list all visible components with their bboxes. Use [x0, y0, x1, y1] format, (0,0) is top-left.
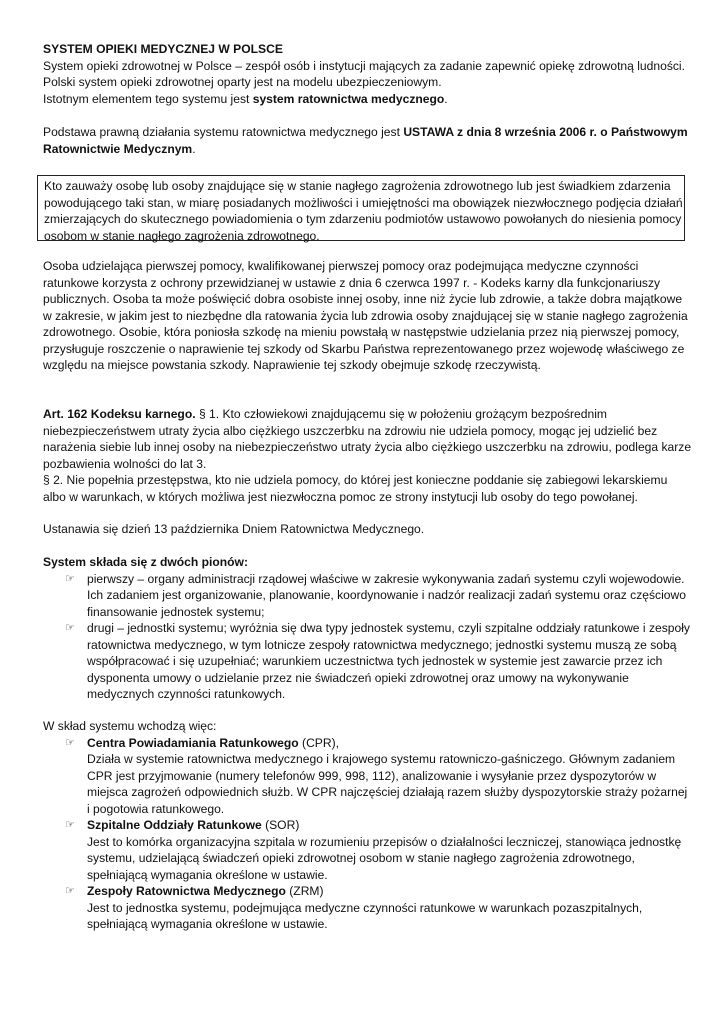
list-item: ☞ drugi – jednostki systemu; wyróżnia się dwa typy jednostek systemu, czyli szpitalne oddziały ratunkowe i zespoły ratownictwa medycznego, w tym lotnicze zespoły ratownictwa medycznego; jednostki systemu muszą ze sobą współpracować i się uzupełniać; warunkiem uczestnictwa tych jednostek w systemie jest zawarcie przez ich dysponenta umowy o udzielanie przez nie świadczeń opieki zdrowotnej oraz umowy na wykonywanie medycznych czynności ratunkowych.: [65, 621, 690, 701]
article-162: Art. 162 Kodeksu karnego. § 1. Kto człowiekowi znajdującemu się w położeniu grożącym bezpośrednim niebezpieczeństwem utraty życia albo ciężkiego uszczerbku na zdrowiu nie udziela pomocy, mogąc jej udzielić bez narażenia siebie lub innej osoby na niebezpieczeństwo utraty życia albo ciężkiego uszczerbku na zdrowiu, podlega karze pozbawienia wolności do lat 3. § 2. Nie popełnia przestępstwa, kto nie udziela pomocy, do której jest konieczne poddanie się zabiegowi lekarskiemu albo w warunkach, w których możliwa jest niezwłoczna pomoc ze strony instytucji lub osoby do tego powołanej.: [43, 407, 692, 504]
article-heading: Art. 162 Kodeksu karnego.: [43, 407, 196, 421]
components-section: [43, 718, 693, 933]
document-title: SYSTEM OPIEKI MEDYCZNEJ W POLSCE: [43, 42, 283, 56]
components-heading: W skład systemu wchodzą więc:: [43, 719, 217, 733]
list-item: ☞ Zespoły Ratownictwa Medycznego (ZRM) Jest to jednostka systemu, podejmująca medyczne czynności ratunkowe w warunkach pozaszpitalnych, spełniającą wymagania określone w ustawie.: [65, 884, 643, 931]
list-item: ☞ pierwszy – organy administracji rządowej właściwe w zakresie wykonywania zadań systemu czyli wojewodowie. Ich zadaniem jest organizowanie, planowanie, koordynowanie i nadzór realizacji zadań systemu oraz częściowo finansowanie jednostek systemu;: [65, 571, 686, 619]
first-aid-paragraph: Osoba udzielająca pierwszej pomocy, kwalifikowanej pierwszej pomocy oraz podejmująca medyczne czynności ratunkowe korzysta z ochrony przewidzianej w ustawie z dnia 6 czerwca 1997 r. - Kodeks karny dla funkcjonariuszy publicznych. Osoba ta może poświęcić dobra osobiste innej osoby, inne niż życie lub zdrowie, a także dobra majątkowe w zakresie, w jakim jest to niezbędne dla ratowania życia lub zdrowia osoby znajdującej się w stanie nagłego zagrożenia zdrowotnego. Osobie, która poniosła szkodę na mieniu powstałą w następstwie udzielania przez nią pierwszej pomocy, przysługuje roszczenie o naprawienie tej szkody od Skarbu Państwa reprezentowanego przez wojewodę właściwego ze względu na miejsce powstania szkody. Naprawienie tej szkody obejmuje szkodę rzeczywistą.: [43, 259, 688, 372]
pointing-hand-icon: ☞: [65, 884, 75, 897]
pillars-section: [43, 554, 693, 703]
pointing-hand-icon: ☞: [65, 621, 75, 634]
intro-line-3: Istotnym elementem tego systemu jest system ratownictwa medycznego.: [43, 91, 448, 106]
pointing-hand-icon: ☞: [65, 735, 75, 749]
pointing-hand-icon: ☞: [65, 571, 75, 585]
obligation-box: [37, 175, 685, 241]
intro-line-1: System opieki zdrowotnej w Polsce – zespół osób i instytucji mających za zadanie zapewnić opiekę zdrowotną ludności.: [43, 58, 685, 73]
pointing-hand-icon: ☞: [65, 818, 75, 831]
intro-line-2: Polski system opieki zdrowotnej oparty jest na modelu ubezpieczeniowym.: [43, 75, 442, 89]
intro-section: [43, 41, 693, 107]
pillars-heading: System składa się z dwóch pionów:: [43, 555, 248, 569]
list-item: ☞ Szpitalne Oddziały Ratunkowe (SOR) Jest to komórka organizacyjna szpitala w rozumieniu przepisów o działalności leczniczej, stanowiąca jednostkę systemu, udzielającą świadczeń opieki zdrowotnej osobom w stanie nagłego zagrożenia zdrowotnego, spełniającą wymagania określone w ustawie.: [65, 818, 682, 882]
legal-basis: Podstawa prawną działania systemu ratownictwa medycznego jest USTAWA z dnia 8 września 2006 r. o Państwowym Ratownictwie Medycznym.: [43, 125, 688, 156]
obligation-text: Kto zauważy osobę lub osoby znajdujące się w stanie nagłego zagrożenia zdrowotnego lub jest świadkiem zdarzenia powodującego taki stan, w miarę posiadanych możliwości i umiejętności ma obowiązek niezwłocznego podjęcia działań zmierzających do skutecznego powiadomienia o tym zdarzeniu podmiotów ustawowo powołanych do niesienia pomocy osobom w stanie nagłego zagrożenia zdrowotnego.: [44, 179, 683, 243]
article-paragraph-2: § 2. Nie popełnia przestępstwa, kto nie udziela pomocy, do której jest konieczne poddanie się zabiegowi lekarskiemu albo w warunkach, w których możliwa jest niezwłoczna pomoc ze strony instytucji lub osoby do tego powołanej.: [43, 473, 668, 504]
list-item: ☞ Centra Powiadamiania Ratunkowego (CPR), Działa w systemie ratownictwa medycznego i krajowego systemu ratowniczo-gaśniczego. Głównym zadaniem CPR jest przyjmowanie (numery telefonów 999, 998, 112), analizowanie i wysyłanie przez dyspozytorów w miejsca zagrożeń odpowiednich służb. W CPR najczęściej działają razem służby dyspozytorskie straży pożarnej i pogotowia ratunkowego.: [65, 735, 688, 816]
day-note: Ustanawia się dzień 13 października Dniem Ratownictwa Medycznego.: [43, 522, 425, 536]
